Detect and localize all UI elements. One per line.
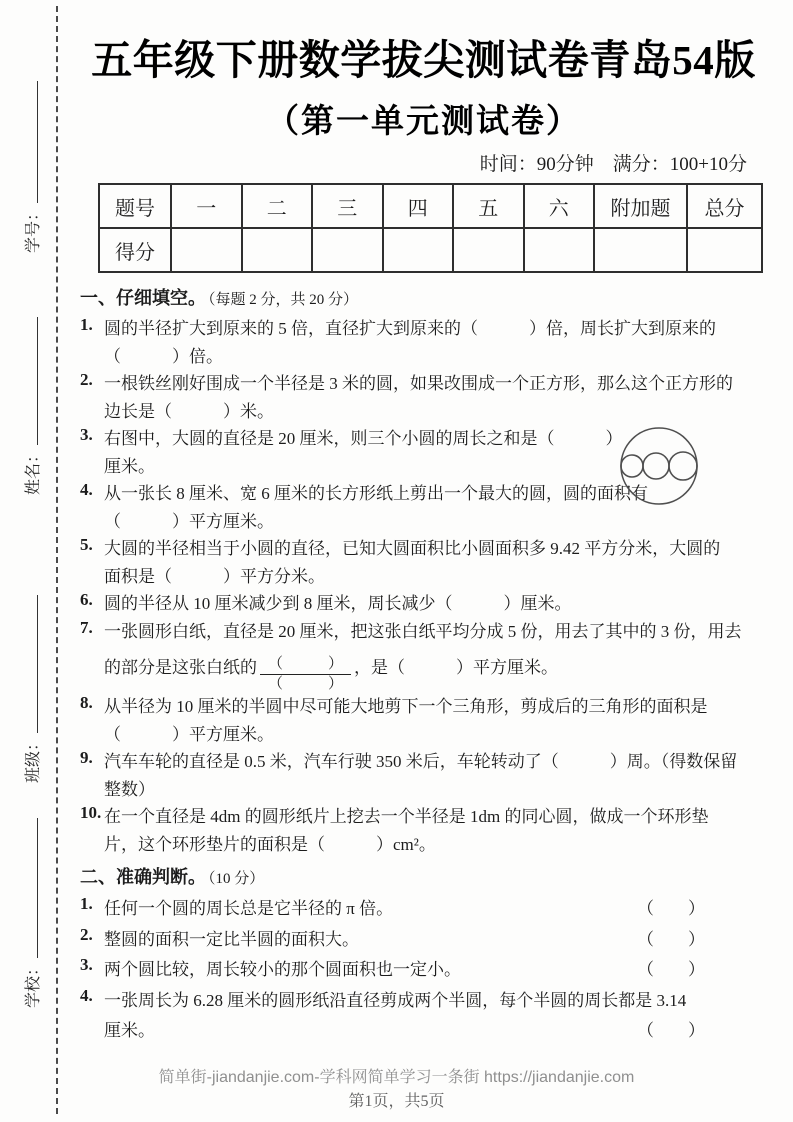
footer-page-number: 第1页，共5页 <box>348 1093 445 1110</box>
section-questions <box>80 894 767 1047</box>
question-line: 面积是（ ）平方分米。 <box>104 566 325 586</box>
student-name-field <box>20 317 43 495</box>
question-line: 一张圆形白纸，直径是 20 厘米，把这张白纸平均分成 5 份，用去了其中的 3 份，用去 <box>104 621 742 641</box>
question <box>80 748 767 803</box>
question-line: （ ）平方厘米。 <box>104 724 274 744</box>
fraction-numerator-blank: （ ） <box>260 656 351 675</box>
score-table-header-label: 题号 <box>99 184 171 228</box>
sections <box>80 284 767 1047</box>
question-line: 厘米。 （ ） <box>104 1016 767 1047</box>
question-line: 的部分是这张白纸的 $\frac{( )}{( )}$ ，是（ ）平方厘米。 <box>104 656 559 692</box>
question <box>80 693 767 748</box>
question-number: 3. <box>80 955 93 974</box>
margin-dashed-divider <box>56 6 58 1114</box>
question-number: 2. <box>80 370 93 389</box>
question-line: 任何一个圆的周长总是它半径的 π 倍。 （ ） <box>104 894 767 925</box>
question-line: （ ）倍。 <box>104 346 223 366</box>
question-number: 8. <box>80 693 93 712</box>
score-table-col-header: 四 <box>383 184 454 228</box>
section-points-note: （10 分） <box>208 871 265 887</box>
school-field <box>20 818 43 1008</box>
class-field <box>20 595 43 783</box>
question-line: 边长是（ ）米。 <box>104 401 274 421</box>
question-number: 1. <box>80 315 93 334</box>
score-table-score-cell <box>242 228 313 272</box>
score-table-score-cell <box>453 228 524 272</box>
school-blank-line <box>33 818 38 958</box>
question <box>80 986 767 1047</box>
question-number: 4. <box>80 480 93 499</box>
question <box>80 803 767 858</box>
question-line: 从半径为 10 厘米的半圆中尽可能大地剪下一个三角形，剪成后的三角形的面积是 <box>104 697 708 716</box>
section-title: 二、准确判断。 <box>80 867 206 887</box>
fraction-blank <box>260 656 351 693</box>
score-table-score-cell <box>383 228 454 272</box>
section-heading <box>80 284 767 315</box>
exam-meta: 时间：90分钟 满分：100+10分 <box>479 154 747 175</box>
score-table-score-cell <box>524 228 595 272</box>
question-line: （ ）平方厘米。 <box>104 511 274 531</box>
score-table-col-header: 二 <box>242 184 313 228</box>
score-table-score-cell <box>687 228 762 272</box>
score-table <box>98 183 763 273</box>
score-table-score-row <box>99 228 762 272</box>
fraction-denominator-blank: （ ） <box>268 676 344 692</box>
question-line: 大圆的半径相当于小圆的直径，已知大圆面积比小圆面积多 9.42 平方分米，大圆的 <box>104 539 721 558</box>
question-number: 9. <box>80 748 93 767</box>
score-table-col-header: 六 <box>524 184 595 228</box>
question-line: 在一个直径是 4dm 的圆形纸片上挖去一个半径是 1dm 的同心圆，做成一个环形垫 <box>104 807 709 826</box>
question <box>80 955 767 986</box>
section-heading <box>80 863 767 894</box>
score-table-score-cell <box>312 228 383 272</box>
score-table-col-header: 附加题 <box>594 184 687 228</box>
question-line: 一张周长为 6.28 厘米的圆形纸沿直径剪成两个半圆，每个半圆的周长都是 3.14 <box>104 990 687 1010</box>
question-line: 从一张长 8 厘米、宽 6 厘米的长方形纸上剪出一个最大的圆，圆的面积有 <box>104 484 648 503</box>
question-line: 厘米。 <box>104 456 155 476</box>
question-line: 右图中，大圆的直径是 20 厘米，则三个小圆的周长之和是（ ） <box>104 429 623 448</box>
question <box>80 894 767 925</box>
question-number: 7. <box>80 617 93 637</box>
question-line: 一根铁丝刚好围成一个半径是 3 米的圆，如果改围成一个正方形，那么这个正方形的 <box>104 374 733 393</box>
question <box>80 618 767 694</box>
question <box>80 370 767 425</box>
question-number: 6. <box>80 590 93 609</box>
question <box>80 535 767 590</box>
question <box>80 925 767 956</box>
class-label: 班级： <box>25 734 42 783</box>
judgment-answer-blank: （ ） <box>637 899 705 918</box>
score-table-header-row <box>99 184 762 228</box>
student-name-blank-line <box>33 317 38 445</box>
section-points-note: （每题 2 分，共 20 分） <box>208 292 359 308</box>
question-number: 5. <box>80 535 93 554</box>
question-number: 1. <box>80 894 93 913</box>
question-line: 圆的半径从 10 厘米减少到 8 厘米，周长减少（ ）厘米。 <box>104 594 572 613</box>
question <box>80 315 767 370</box>
question-line: 整数） <box>104 779 155 799</box>
section-questions <box>80 315 767 858</box>
judgment-answer-blank: （ ） <box>637 960 705 979</box>
question-line: 圆的半径扩大到原来的 5 倍，直径扩大到原来的（ ）倍，周长扩大到原来的 <box>104 319 716 338</box>
question-line: 整圆的面积一定比半圆的面积大。 （ ） <box>104 925 767 956</box>
score-table-score-label: 得分 <box>99 228 171 272</box>
score-table-col-header: 一 <box>171 184 242 228</box>
judgment-answer-blank: （ ） <box>637 1021 705 1040</box>
student-number-field <box>20 81 43 253</box>
school-label: 学校： <box>25 959 42 1008</box>
judgment-answer-blank: （ ） <box>637 929 705 949</box>
student-number-label: 学号： <box>25 204 42 253</box>
class-blank-line <box>33 595 38 733</box>
page-title: 五年级下册数学拔尖测试卷青岛54版 <box>91 37 756 83</box>
score-table-col-header: 总分 <box>687 184 762 228</box>
question-line: 两个圆比较，周长较小的那个圆面积也一定小。 （ ） <box>104 955 767 986</box>
three-circles-figure <box>619 426 699 506</box>
score-table-col-header: 五 <box>453 184 524 228</box>
question-number: 10. <box>80 803 102 822</box>
question <box>80 590 767 618</box>
paper-content <box>80 0 767 1047</box>
student-name-label: 姓名： <box>25 446 42 495</box>
student-number-blank-line <box>33 81 38 203</box>
question-line: 片，这个环形垫片的面积是（ ）cm²。 <box>104 834 436 854</box>
question-line: 汽车车轮的直径是 0.5 米，汽车行驶 350 米后，车轮转动了（ ）周。（得数保留 <box>104 752 738 771</box>
score-table-score-cell <box>594 228 687 272</box>
score-table-col-header: 三 <box>312 184 383 228</box>
section-title: 一、仔细填空。 <box>80 288 206 308</box>
question-number: 2. <box>80 924 93 944</box>
score-table-score-cell <box>171 228 242 272</box>
question-number: 3. <box>80 425 93 444</box>
three-circles-icon <box>619 426 699 506</box>
page-subtitle: （第一单元测试卷） <box>266 104 581 140</box>
footer-site-line: 简单街-jiandanjie.com-学科网简单学习一条街 https://jiandanjie.com <box>158 1069 635 1086</box>
question-number: 4. <box>80 985 93 1005</box>
